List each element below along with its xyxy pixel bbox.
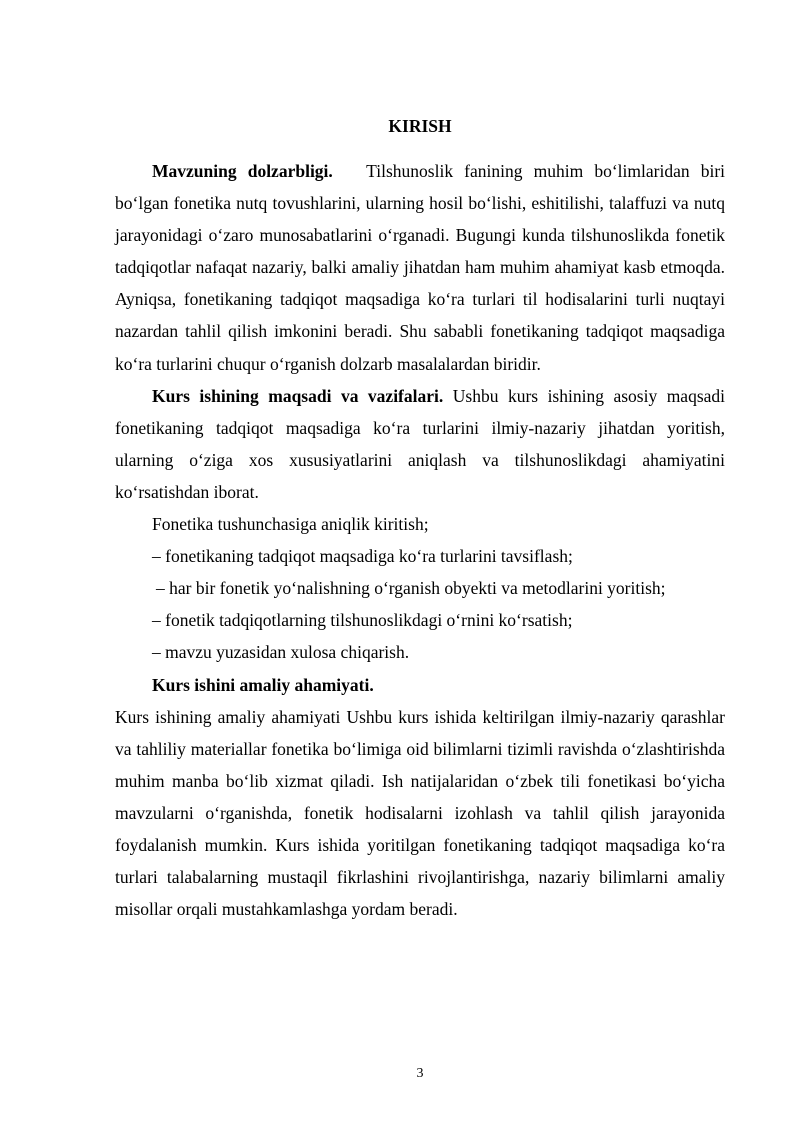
goals-paragraph: [115, 380, 725, 508]
relevance-label: Mavzuning dolzarbligi.: [152, 161, 333, 181]
page-number: 3: [416, 1066, 424, 1081]
page-title: KIRISH: [388, 116, 452, 136]
task-item: Fonetika tushunchasiga aniqlik kiritish;: [152, 514, 429, 535]
practical-heading: [115, 669, 725, 701]
relevance-paragraph: [115, 155, 725, 380]
practical-text: Kurs ishining amaliy ahamiyati Ushbu kurs ishida keltirilgan ilmiy-nazariy qarashlar va tahliliy materiallar fonetika bo‘limiga oid bilimlarni tizimli ravishda o‘zlashtirishda muhim manba bo‘lib xizmat qiladi. Ish natijalaridan o‘zbek tili fonetikasi bo‘yicha mavzularni o‘rganishda, fonetik hodisalarni izohlash va tahlil qilish jarayonida foydalanish mumkin. Kurs ishida yoritilgan fonetikaning tadqiqot maqsadiga ko‘ra turlari talabalarning mustaqil fikrlashini rivojlantirishga, nazariy bilimlarni amaliy misollar orqali mustahkamlashga yordam beradi.: [115, 706, 725, 920]
task-item: – fonetikaning tadqiqot maqsadiga ko‘ra turlarini tavsiflash;: [152, 546, 573, 567]
goals-label: Kurs ishining maqsadi va vazifalari.: [152, 385, 444, 406]
task-item: – har bir fonetik yo‘nalishning o‘rganish obyekti va metodlarini yoritish;: [156, 578, 666, 599]
relevance-text: Tilshunoslik fanining muhim bo‘limlaridan biri bo‘lgan fonetika nutq tovushlarini, ularning hosil bo‘lishi, eshitilishi, talaffuzi va nutq jarayonidagi o‘zaro munosabatlarini o‘rganadi. Bugungi kunda tilshunoslikda fonetik tadqiqotlar nafaqat nazariy, balki amaliy jihatdan ham muhim ahamiyat kasb etmoqda. Ayniqsa, fonetikaning tadqiqot maqsadiga ko‘ra turlari til hodisalarini turli nuqtayi nazardan tahlil qilish imkonini beradi. Shu sababli fonetikaning tadqiqot maqsadiga ko‘ra turlarini chuqur o‘rganish dolzarb masalalardan biridir.: [115, 161, 726, 374]
task-item: – fonetik tadqiqotlarning tilshunoslikdagi o‘rnini ko‘rsatish;: [152, 610, 573, 631]
practical-label: Kurs ishini amaliy ahamiyati.: [152, 674, 374, 695]
goals-text: Ushbu kurs ishining asosiy maqsadi fonetikaning tadqiqot maqsadiga ko‘ra turlarini ilmiy-nazariy jihatdan yoritish, ularning o‘ziga xos xususiyatlarini aniqlash va tilshunoslikdagi ahamiyatini ko‘rsatishdan iborat.: [115, 385, 726, 502]
task-item: – mavzu yuzasidan xulosa chiqarish.: [152, 642, 410, 663]
document-body: [115, 155, 725, 925]
